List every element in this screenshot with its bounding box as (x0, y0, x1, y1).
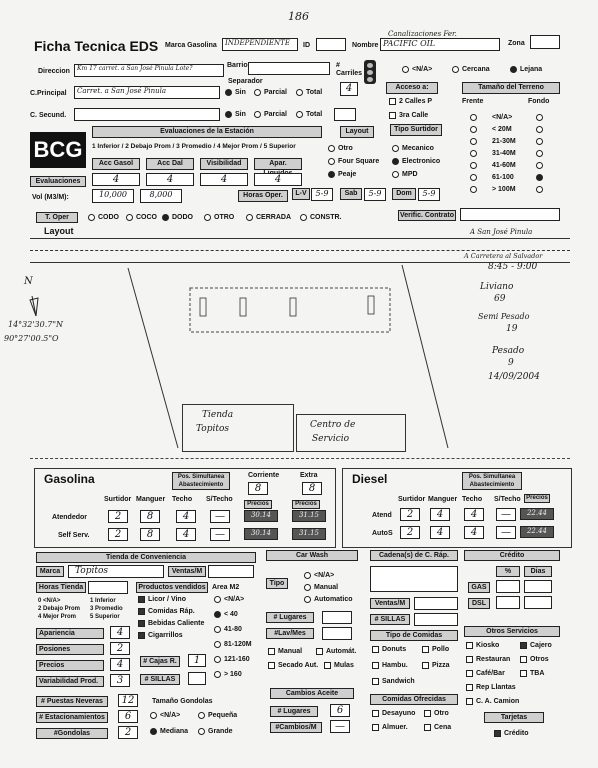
semi-label: Semi Pesado (478, 312, 530, 321)
gas-atend-field[interactable]: 2 (108, 510, 128, 523)
tienda-ventas-field[interactable] (208, 565, 254, 578)
eval-scale: 1 Inferior / 2 Debajo Prom / 3 Promedio / 4 Mejor Prom / 5 Superior (92, 143, 296, 150)
cw-lavmes-field[interactable] (322, 627, 352, 640)
tienda-rating-field[interactable]: 4 (110, 658, 130, 671)
dsl-auto-field[interactable]: 4 (430, 526, 450, 539)
dsl-auto-field[interactable]: 4 (464, 526, 484, 539)
gas-self-field[interactable]: — (210, 528, 230, 541)
horas-tienda-field[interactable] (88, 581, 128, 594)
sandwich-label: Sandwich (382, 678, 415, 685)
producto-label: Comidas Ráp. (148, 608, 195, 615)
layout-label: Layout (44, 226, 74, 236)
gondolas-field[interactable]: 2 (118, 726, 138, 739)
bcg-logo: BCG (30, 132, 86, 168)
vol-gas-field[interactable]: 10,000 (92, 189, 134, 203)
barrio-label: Barrio (227, 62, 248, 69)
cw-automat-check-label: Automát. (326, 648, 357, 655)
donuts-label: Donuts (382, 646, 407, 653)
sandwich-check[interactable] (372, 678, 379, 685)
area-radio[interactable] (214, 596, 221, 603)
horas-oper-label: Horas Oper. (238, 190, 288, 202)
tienda-rating-field[interactable]: 4 (110, 626, 130, 639)
tienda-sketch-label: Tienda (202, 410, 234, 420)
credito-gas-dias[interactable] (524, 580, 552, 593)
mecanico-label: Mecanico (402, 145, 434, 152)
otro-meal-check[interactable] (424, 710, 431, 717)
dsl-auto-field[interactable]: 2 (400, 526, 420, 539)
four-square-label: Four Square (338, 158, 380, 165)
self-label: Self Serv. (58, 532, 90, 539)
eval-col-header: Acc Dal (146, 158, 194, 170)
marca-value: INDEPENDIENTE (225, 39, 290, 47)
liviano-count: 69 (494, 294, 506, 304)
service-label: Rep Llantas (476, 684, 516, 691)
terreno-row-label: < 20M (492, 126, 512, 133)
eval-value-field[interactable]: 4 (200, 173, 248, 186)
gas-atend-field[interactable]: 8 (140, 510, 160, 523)
producto-label: Licor / Vino (148, 596, 186, 603)
sab-label: Sab (340, 188, 362, 200)
lejana-label: Lejana (520, 66, 543, 73)
producto-check[interactable] (138, 596, 145, 603)
pizza-label: Pizza (432, 662, 450, 669)
cprincipal-value: Carret. a San José Pinula (77, 87, 167, 95)
cadena-sillas-label: # SILLAS (370, 614, 410, 625)
eval-col-header: Visibilidad (200, 158, 248, 170)
area-option-label: 121-160 (224, 656, 250, 663)
area-radio[interactable] (214, 671, 221, 678)
vol-label: Vol (M3/M): (32, 194, 69, 201)
area-option-label: > 160 (224, 671, 242, 678)
credito-title: Crédito (464, 550, 560, 561)
gas-price-1[interactable]: 30.14 (244, 510, 278, 522)
cajas-label: # Cajas R. (140, 656, 180, 667)
tienda-title: Tienda de Conveniencia (36, 552, 256, 563)
sillas-label: # SILLAS (140, 674, 180, 685)
road-note-2: A Carretera al Salvador (464, 252, 543, 260)
nombre-value: PACIFIC OIL (383, 39, 436, 48)
desayuno-check[interactable] (372, 710, 379, 717)
calle3-label: 3ra Calle (399, 112, 429, 119)
cadena-ventas-field[interactable] (414, 597, 458, 610)
cw-lavmes-label: #Lav/Mes (266, 628, 314, 639)
coord-lon: 90°27'00.5"O (4, 334, 59, 343)
tienda-rating-label: Variabilidad Prod. (36, 676, 104, 687)
cw-secado-check[interactable] (268, 662, 275, 669)
corriente-label: Corriente (248, 472, 280, 479)
service-label: Restauran (476, 656, 511, 663)
marca-label: Marca Gasolina (165, 42, 217, 49)
eval-col-header: Acc Gasol (92, 158, 140, 170)
toper-label: T. Oper (36, 212, 78, 223)
cadena-title: Cadena(s) de C. Ráp. (370, 550, 458, 561)
otro-meal-label: Otro (434, 710, 449, 717)
service-check[interactable] (466, 656, 473, 663)
toper-label: OTRO (214, 214, 235, 221)
area-option-label: < 40 (224, 611, 238, 618)
dsl-atend-field[interactable]: 4 (464, 508, 484, 521)
terreno-row-label: > 100M (492, 186, 516, 193)
gas-atend-field[interactable]: 4 (176, 510, 196, 523)
gondolas-label: #Gondolas (36, 728, 108, 739)
electronico-label: Electronico (402, 158, 441, 165)
tam-mediana-label: Mediana (160, 728, 189, 735)
tam-gondolas-label: Tamaño Gondolas (152, 698, 213, 705)
toper-label: CODO (98, 214, 119, 221)
tipo-surtidor-button[interactable]: Tipo Surtidor (390, 124, 442, 136)
parcial-label-2: Parcial (264, 111, 287, 118)
calles2-label: 2 Calles P (399, 98, 433, 105)
diesel-title: Diesel (352, 472, 388, 486)
total-label-1: Total (306, 89, 323, 96)
cadena-field[interactable] (370, 566, 458, 592)
cprincipal-label: C.Principal (30, 90, 67, 97)
carwash-title: Car Wash (266, 550, 358, 561)
evaluaciones-label: Evaluaciones (30, 176, 86, 187)
gas-self-field[interactable]: 4 (176, 528, 196, 541)
estanc-field[interactable]: 6 (118, 710, 138, 723)
productos-label: Productos vendidos (136, 582, 208, 593)
gas-price-4[interactable]: 31.15 (292, 528, 326, 540)
credito-dias-label: Dias (524, 566, 552, 577)
gas-col-header: Manguer (136, 496, 166, 503)
id-label: ID (303, 42, 310, 49)
toper-label: DODO (172, 214, 193, 221)
pollo-check[interactable] (422, 646, 429, 653)
producto-check[interactable] (138, 608, 145, 615)
eval-col-header: Apar. (254, 158, 302, 170)
desayuno-label: Desayuno (382, 710, 416, 717)
gas-pos-sim: Pos. Simultanea Abastecimiento (172, 472, 230, 490)
pesado-label: Pesado (492, 346, 525, 356)
tienda-ventas-label: Ventas/M (168, 566, 206, 577)
scale-legend-item: 5 Superior (90, 614, 120, 620)
credito-dsl-dias[interactable] (524, 596, 552, 609)
count-date: 14/09/2004 (488, 372, 540, 382)
direccion-value: Km 17 carret. a San José Pinula Lote? (77, 65, 193, 72)
area-option-label: <N/A> (224, 596, 245, 603)
area-radio[interactable] (214, 611, 221, 618)
gas-precios-2: Precios (292, 500, 320, 509)
credito-dsl-pct[interactable] (496, 596, 520, 609)
donuts-check[interactable] (372, 646, 379, 653)
sin-label-1: Sin (235, 89, 246, 96)
credito-check[interactable] (494, 730, 501, 737)
atend-label: Atend (372, 512, 392, 519)
toper-label: CERRADA (256, 214, 291, 221)
sin-label-2: Sin (235, 111, 246, 118)
cw-mulas-label: Mulas (334, 662, 354, 669)
zona-label: Zona (508, 40, 525, 47)
terreno-row-label: 21-30M (492, 138, 516, 145)
service-check[interactable] (520, 670, 527, 677)
tam-grande-radio[interactable] (198, 728, 205, 735)
dsl-atend-field[interactable]: 2 (400, 508, 420, 521)
corriente-field[interactable]: 8 (248, 482, 268, 495)
tam-pequena-label: Pequeña (208, 712, 238, 719)
tienda-rating-field[interactable]: 3 (110, 674, 130, 687)
puestas-field[interactable]: 12 (118, 694, 138, 707)
lv-label: L-V (292, 188, 310, 200)
cadena-sillas-field[interactable] (414, 613, 458, 626)
tienda-rating-field[interactable]: 2 (110, 642, 130, 655)
service-check[interactable] (466, 642, 473, 649)
cw-manual-radio[interactable] (304, 584, 311, 591)
cw-manual-check[interactable] (268, 648, 275, 655)
tienda-rating-label: Apariencia (36, 628, 104, 639)
cw-secado-label: Secado Aut. (278, 662, 319, 669)
cambios-lugares-label: # Lugares (270, 706, 318, 717)
cw-lugares-field[interactable] (322, 611, 352, 624)
dsl-atend-field[interactable]: 4 (430, 508, 450, 521)
dsl-atend-field[interactable]: — (496, 508, 516, 521)
peaje-label: Peaje (338, 171, 357, 178)
gas-col-header: Surtidor (104, 496, 132, 503)
scale-legend-item: 3 Promedio (90, 606, 123, 612)
north-label: N (24, 276, 33, 287)
atendedor-label: Atendedor (52, 514, 87, 521)
cena-label: Cena (434, 724, 452, 731)
cambios-lugares-field[interactable]: 6 (330, 704, 350, 717)
service-label: Cajero (530, 642, 552, 649)
pesado-count: 9 (508, 358, 514, 368)
carriles-label: # Carriles (336, 62, 363, 77)
gas-col-header: Techo (172, 496, 193, 503)
dom-label: Dom (392, 188, 416, 200)
cw-manual-check-label: Manual (278, 648, 303, 655)
credito-dsl-label: DSL (468, 598, 490, 609)
horas-tienda-label: Horas Tienda (36, 582, 86, 593)
credito-pct-label: % (496, 566, 520, 577)
area-option-label: 81-120M (224, 641, 252, 648)
gas-price-3[interactable]: 30.14 (244, 528, 278, 540)
cw-mulas-check[interactable] (324, 662, 331, 669)
almuer-check[interactable] (372, 724, 379, 731)
producto-check[interactable] (138, 620, 145, 627)
tarjetas-label: Tarjetas (484, 712, 544, 723)
cw-na-radio[interactable] (304, 572, 311, 579)
service-label: TBA (530, 670, 545, 677)
producto-label: Cigarrillos (148, 632, 183, 639)
credito-gas-label: GAS (468, 582, 490, 593)
carriles-value[interactable]: 4 (340, 82, 358, 96)
area-option-label: 41-80 (224, 626, 242, 633)
eval-value-field[interactable]: 4 (146, 173, 194, 186)
cadena-ventas-label: Ventas/M (370, 598, 410, 609)
layout-divider (30, 458, 570, 459)
cena-check[interactable] (424, 724, 431, 731)
cw-lugares-label: # Lugares (266, 612, 314, 623)
cambios-mes-field[interactable]: — (330, 720, 350, 733)
centro-sketch-label-2: Servicio (312, 434, 350, 444)
dsl-col-header: Manguer (428, 496, 458, 503)
area-radio[interactable] (214, 641, 221, 648)
scale-legend-item: 2 Debajo Prom (38, 606, 81, 612)
sab-field[interactable]: 5-9 (364, 188, 386, 201)
gas-atend-field[interactable]: — (210, 510, 230, 523)
dsl-pos-sim: Pos. Simultanea Abastecimiento (462, 472, 522, 490)
cercana-label: Cercana (462, 66, 490, 73)
area-radio[interactable] (214, 626, 221, 633)
service-label: Café/Bar (476, 670, 505, 677)
extra-field[interactable]: 8 (302, 482, 322, 495)
producto-check[interactable] (138, 632, 145, 639)
gas-self-field[interactable]: 2 (108, 528, 128, 541)
dsl-price-1[interactable]: 22.44 (520, 508, 554, 520)
tienda-rating-label: Precios (36, 660, 104, 671)
credito-check-label: Crédito (504, 730, 529, 737)
estanc-label: # Estacionamientos (36, 712, 108, 723)
terreno-title: Tamaño del Terreno (462, 82, 560, 94)
extra-label: Extra (300, 472, 318, 479)
nombre-label: Nombre (352, 42, 379, 49)
tam-grande-label: Grande (208, 728, 233, 735)
toper-label: COCO (136, 214, 157, 221)
cw-manual-label: Manual (314, 584, 339, 591)
pollo-label: Pollo (432, 646, 450, 653)
centro-sketch-label-1: Centro de (310, 420, 356, 430)
tienda-marca-label: Marca (36, 566, 64, 577)
service-label: Otros (530, 656, 549, 663)
terreno-row-label: <N/A> (492, 114, 513, 121)
verif-contrato-label: Verific. Contrato (399, 212, 455, 219)
gas-precios-1: Precios (244, 500, 272, 509)
service-label: C. A. Camion (476, 698, 520, 705)
fondo-label: Fondo (528, 98, 550, 105)
tam-mediana-radio[interactable] (150, 728, 157, 735)
otro-label: Otro (338, 145, 353, 152)
service-check[interactable] (466, 698, 473, 705)
mpd-label: MPD (402, 171, 418, 178)
eval-value-field[interactable]: 4 (254, 173, 302, 186)
separador-label: Separador (228, 78, 263, 85)
distance-na-label: <N/A> (412, 66, 433, 73)
page-number: 186 (288, 10, 309, 23)
dsl-col-header: Surtidor (398, 496, 426, 503)
scale-legend-item: 0 <N/A> (38, 598, 61, 604)
pizza-check[interactable] (422, 662, 429, 669)
eval-title: Evaluaciones de la Estación (92, 126, 322, 138)
carwash-tipo-label: Tipo (266, 578, 288, 589)
road-note-1: A San José Pinula (470, 228, 533, 236)
dsl-price-2[interactable]: 22.44 (520, 526, 554, 538)
cw-na-label: <N/A> (314, 572, 335, 579)
tam-na-radio[interactable] (150, 712, 157, 719)
total-label-2: Total (306, 111, 323, 118)
gasolina-title: Gasolina (44, 472, 95, 486)
area-radio[interactable] (214, 656, 221, 663)
gas-col-header: S/Techo (206, 496, 233, 503)
tienda-marca-value: Topitos (75, 566, 109, 576)
sillas-field[interactable] (188, 672, 206, 685)
dom-field[interactable]: 5-9 (418, 188, 440, 201)
terreno-row-label: 41-60M (492, 162, 516, 169)
cambios-title: Cambios Aceite (270, 688, 354, 699)
coord-lat: 14°32'30.7"N (8, 320, 64, 329)
cw-automat-check[interactable] (316, 648, 323, 655)
tam-pequena-radio[interactable] (198, 712, 205, 719)
dsl-col-header: S/Techo (494, 496, 521, 503)
cajas-field[interactable]: 1 (188, 654, 206, 667)
hambu-label: Hambu. (382, 662, 408, 669)
almuer-label: Almuer. (382, 724, 408, 731)
count-time: 8:45 - 9:00 (488, 262, 538, 272)
tam-na-label: <N/A> (160, 712, 181, 719)
nombre-note: Canalizaciones Fer. (388, 30, 457, 38)
service-check[interactable] (466, 670, 473, 677)
form-title: Ficha Tecnica EDS (34, 38, 159, 54)
topitos-sketch-label: Topitos (196, 424, 230, 434)
service-check[interactable] (466, 684, 473, 691)
cw-auto-radio[interactable] (304, 596, 311, 603)
otros-servicios-title: Otros Servicios (464, 626, 560, 637)
tienda-rating-label: Posiones (36, 644, 104, 655)
eval-value-field[interactable]: 4 (92, 173, 140, 186)
scale-legend-item: 1 Inferior (90, 598, 116, 604)
cw-auto-label: Automatico (314, 596, 353, 603)
lv-field[interactable]: 5-9 (311, 188, 333, 201)
vol-dsl-field[interactable]: 8,000 (140, 189, 182, 203)
area-label: Area M2 (212, 584, 240, 591)
tienda-marca-field[interactable] (68, 565, 164, 578)
gas-self-field[interactable]: 8 (140, 528, 160, 541)
credito-gas-pct[interactable] (496, 580, 520, 593)
service-check[interactable] (520, 656, 527, 663)
puestas-label: # Puestas Neveras (36, 696, 108, 707)
toper-label: CONSTR. (310, 214, 342, 221)
producto-label: Bebidas Caliente (148, 620, 205, 627)
service-check[interactable] (520, 642, 527, 649)
parcial-label-1: Parcial (264, 89, 287, 96)
dsl-precios: Precios (524, 494, 550, 503)
csecund-label: C. Secund. (30, 112, 67, 119)
liviano-label: Liviano (480, 282, 514, 292)
acceso-button[interactable]: Acceso a: (386, 82, 438, 94)
tipo-comidas-label: Tipo de Comidas (370, 630, 458, 641)
autos-label: AutoS (372, 530, 393, 537)
hambu-check[interactable] (372, 662, 379, 669)
comidas-ofrecidas-label: Comidas Ofrecidas (370, 694, 458, 705)
layout-button[interactable]: Layout (340, 126, 374, 138)
terreno-row-label: 61-100 (492, 174, 514, 181)
frente-label: Frente (462, 98, 484, 105)
dsl-auto-field[interactable]: — (496, 526, 516, 539)
cambios-mes-label: #Cambios/M (270, 722, 322, 733)
dsl-col-header: Techo (462, 496, 483, 503)
terreno-row-label: 31-40M (492, 150, 516, 157)
scale-legend-item: 4 Mejor Prom (38, 614, 77, 620)
gas-price-2[interactable]: 31.15 (292, 510, 326, 522)
service-label: Kiosko (476, 642, 500, 649)
semi-count: 19 (506, 324, 518, 334)
direccion-label: Direccion (38, 68, 70, 75)
